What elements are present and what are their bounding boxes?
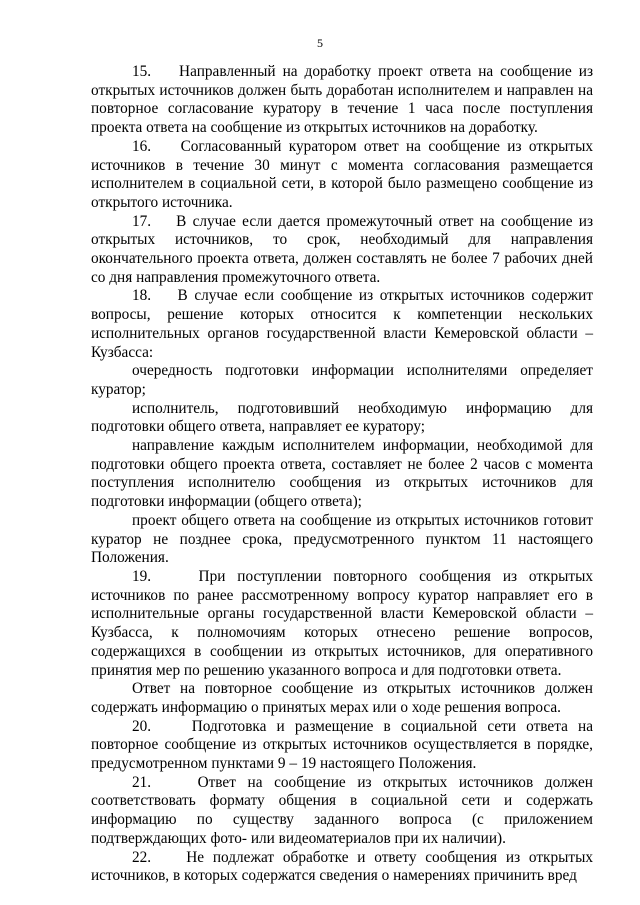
- page-number: 5: [317, 36, 323, 50]
- paragraph-item-16: 16. Согласованный куратором ответ на сообщение из открытых источников в течение 30 минут с момента согласования размещается исполнителем в социальной сети, в которой было размещено сообщение из открытого источника.: [91, 137, 593, 211]
- paragraph-subitem-deadline: направление каждым исполнителем информации, необходимой для подготовки общего проекта ответа, составляет не более 2 часов с момента поступления исполнителю сообщения из открытых источников для подготовки информации (общего ответа);: [91, 437, 593, 511]
- paragraph-subitem-executor: исполнитель, подготовивший необходимую информацию для подготовки общего ответа, направляет ее куратору;: [91, 399, 593, 436]
- paragraph-subitem-order: очередность подготовки информации исполнителями определяет куратор;: [91, 362, 593, 398]
- paragraph-item-15: 15. Направленный на доработку проект ответа на сообщение из открытых источников должен быть доработан исполнителем и направлен на повторное согласование куратору в течение 1 часа после поступления проекта ответа на сообщение из открытых источников на доработку.: [91, 63, 593, 137]
- paragraph-item-18: 18. В случае если сообщение из открытых источников содержит вопросы, решение которых относится к компетенции нескольких исполнительных органов государственной власти Кемеровской области – Кузбасса:: [91, 287, 593, 361]
- paragraph-subitem-draft: проект общего ответа на сообщение из открытых источников готовит куратор не позднее срока, предусмотренного пунктом 11 настоящего Положения.: [91, 511, 593, 567]
- document-body: [91, 63, 593, 886]
- paragraph-item-20: 20. Подготовка и размещение в социальной сети ответа на повторное сообщение из открытых источников осуществляется в порядке, предусмотренном пунктами 9 – 19 настоящего Положения.: [91, 717, 593, 773]
- paragraph-item-19: 19. При поступлении повторного сообщения из открытых источников по ранее рассмотренному вопросу куратор направляет его в исполнительные органы государственной власти Кемеровской области – Кузбасса, к полномочиям которых отнесено решение вопросов, содержащихся в сообщении из открытых источников, для оперативного принятия мер по решению указанного вопроса и для подготовки ответа.: [91, 567, 593, 679]
- paragraph-item-17: 17. В случае если дается промежуточный ответ на сообщение из открытых источников, то срок, необходимый для направления окончательного проекта ответа, должен составлять не более 7 рабочих дней со дня направления промежуточного ответа.: [91, 212, 593, 286]
- paragraph-item-22: 22. Не подлежат обработке и ответу сообщения из открытых источников, в которых содержатся сведения о намерениях причинить вред: [91, 848, 593, 885]
- paragraph-item-21: 21. Ответ на сообщение из открытых источников должен соответствовать формату общения в социальной сети и содержать информацию по существу заданного вопроса (с приложением подтверждающих фото- или видеоматериалов при их наличии).: [91, 773, 593, 847]
- paragraph-repeat-answer: Ответ на повторное сообщение из открытых источников должен содержать информацию о принятых мерах или о ходе решения вопроса.: [91, 680, 593, 716]
